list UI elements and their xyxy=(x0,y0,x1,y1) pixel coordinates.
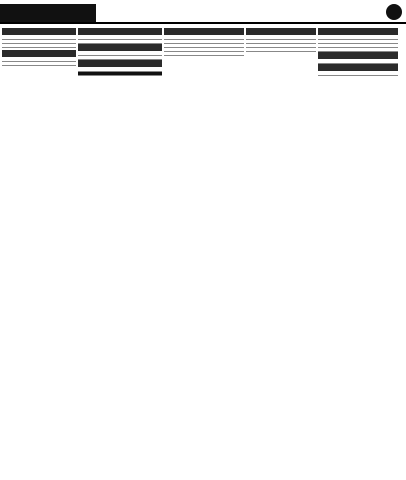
classified-ad xyxy=(318,72,398,76)
category-header-autos xyxy=(78,28,162,35)
column-empleos xyxy=(2,28,76,200)
category-header-servicios xyxy=(318,64,398,71)
category-header-alquiler xyxy=(164,28,244,35)
classified-ad xyxy=(164,52,244,56)
column-autos xyxy=(78,28,162,200)
category-header-autos xyxy=(2,50,76,57)
classified-ad xyxy=(2,62,76,66)
column-ventas xyxy=(246,28,316,162)
classified-ad xyxy=(2,44,76,48)
page-number xyxy=(386,4,402,20)
category-header-alquiler xyxy=(78,44,162,51)
category-header-real-estate xyxy=(318,28,398,35)
masthead xyxy=(0,0,406,24)
classified-ad xyxy=(78,72,162,76)
classified-ad xyxy=(246,48,316,52)
category-header-ventas xyxy=(246,28,316,35)
column-alquiler xyxy=(164,28,244,200)
category-header-empleos xyxy=(2,28,76,35)
column-real-estate xyxy=(318,28,398,228)
category-header-alquila-computadoras xyxy=(78,60,162,67)
section-title xyxy=(0,4,96,22)
category-header-solares xyxy=(318,52,398,59)
